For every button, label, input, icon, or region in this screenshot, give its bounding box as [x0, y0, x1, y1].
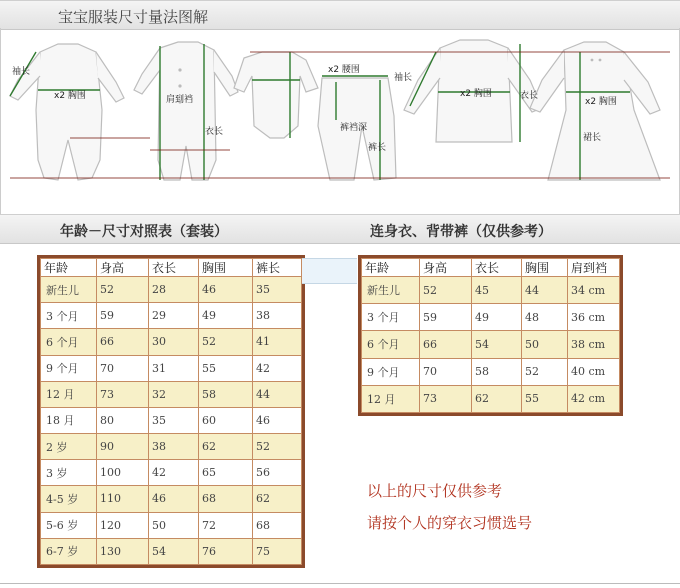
cell-value: 120	[97, 512, 149, 538]
col-header-age: 年龄	[41, 259, 97, 277]
col-header-length: 衣长	[472, 259, 522, 277]
cell-value: 100	[97, 460, 149, 486]
cell-value: 62	[199, 434, 253, 460]
cell-value: 56	[253, 460, 302, 486]
size-table-rompers-grid	[361, 258, 620, 413]
table-row	[41, 329, 302, 355]
cell-value: 48	[522, 304, 568, 331]
size-table-suits-grid	[40, 258, 302, 565]
cell-value: 52	[522, 358, 568, 385]
cell-age: 新生儿	[362, 277, 420, 304]
measure-title: 宝宝服装尺寸量法图解	[58, 8, 209, 26]
cell-value: 55	[522, 385, 568, 412]
cell-age: 新生儿	[41, 277, 97, 303]
cell-age: 12 月	[362, 385, 420, 412]
cell-value: 110	[97, 486, 149, 512]
cell-value: 62	[472, 385, 522, 412]
cell-value: 54	[149, 538, 199, 564]
cell-age: 9 个月	[41, 355, 97, 381]
cell-value: 44	[253, 381, 302, 407]
col-header-pants: 裤长	[253, 259, 302, 277]
cell-value: 58	[472, 358, 522, 385]
table-row	[41, 303, 302, 329]
cell-value: 42	[253, 355, 302, 381]
label-sleeve-2: 袖长	[394, 73, 413, 83]
cell-age: 6 个月	[41, 329, 97, 355]
cell-value: 42 cm	[568, 385, 620, 412]
table-row	[41, 460, 302, 486]
table2-title: 连身衣、背带裤（仅供参考）	[370, 224, 552, 240]
cell-value: 46	[253, 407, 302, 433]
label-shoulder-crotch: 肩到裆	[166, 95, 194, 105]
cell-value: 50	[522, 331, 568, 358]
table1-title: 年龄－尺寸对照表（套装）	[60, 224, 228, 240]
cell-age: 18 月	[41, 407, 97, 433]
table-row	[41, 355, 302, 381]
cell-age: 6 个月	[362, 331, 420, 358]
table-row	[41, 512, 302, 538]
cell-value: 73	[97, 381, 149, 407]
cell-value: 65	[199, 460, 253, 486]
cell-value: 38	[149, 434, 199, 460]
cell-value: 66	[97, 329, 149, 355]
cell-age: 3 岁	[41, 460, 97, 486]
measure-header-bar	[0, 0, 680, 30]
cell-value: 55	[199, 355, 253, 381]
cell-value: 35	[253, 277, 302, 303]
label-chest-3: x2 胸围	[585, 97, 617, 107]
cell-value: 49	[199, 303, 253, 329]
reference-note: 以上的尺寸仅供参考	[367, 482, 503, 500]
label-skirt-length: 裙长	[583, 133, 602, 143]
cell-age: 4-5 岁	[41, 486, 97, 512]
table-row	[41, 381, 302, 407]
cell-value: 52	[97, 277, 149, 303]
cell-value: 28	[149, 277, 199, 303]
table-row	[41, 407, 302, 433]
cell-value: 52	[253, 434, 302, 460]
table-row	[362, 358, 620, 385]
cell-age: 12 月	[41, 381, 97, 407]
cell-value: 44	[522, 277, 568, 304]
cell-age: 9 个月	[362, 358, 420, 385]
cell-value: 45	[472, 277, 522, 304]
cell-value: 31	[149, 355, 199, 381]
table-row	[362, 331, 620, 358]
cell-value: 38 cm	[568, 331, 620, 358]
cell-age: 3 个月	[362, 304, 420, 331]
cell-value: 52	[420, 277, 472, 304]
cell-value: 80	[97, 407, 149, 433]
cell-value: 41	[253, 329, 302, 355]
cell-value: 49	[472, 304, 522, 331]
size-table-rompers	[358, 255, 623, 416]
cell-value: 36 cm	[568, 304, 620, 331]
cell-value: 90	[97, 434, 149, 460]
bottom-divider	[0, 583, 680, 584]
cell-value: 70	[97, 355, 149, 381]
cell-value: 75	[253, 538, 302, 564]
label-waist: x2 腰围	[328, 65, 360, 75]
col-header-age: 年龄	[362, 259, 420, 277]
table-connector-strip	[302, 258, 357, 284]
cell-age: 2 岁	[41, 434, 97, 460]
measurement-diagram	[0, 30, 680, 212]
table-header-row	[41, 259, 302, 277]
cell-value: 30	[149, 329, 199, 355]
cell-value: 70	[420, 358, 472, 385]
cell-value: 58	[199, 381, 253, 407]
cell-value: 62	[253, 486, 302, 512]
cell-value: 59	[420, 304, 472, 331]
table-row	[41, 538, 302, 564]
cell-value: 66	[420, 331, 472, 358]
col-header-chest: 胸围	[522, 259, 568, 277]
cell-value: 50	[149, 512, 199, 538]
cell-value: 42	[149, 460, 199, 486]
table-row	[41, 434, 302, 460]
cell-value: 76	[199, 538, 253, 564]
cell-value: 59	[97, 303, 149, 329]
cell-value: 32	[149, 381, 199, 407]
col-header-chest: 胸围	[199, 259, 253, 277]
cell-age: 5-6 岁	[41, 512, 97, 538]
cell-value: 52	[199, 329, 253, 355]
col-header-height: 身高	[97, 259, 149, 277]
cell-value: 38	[253, 303, 302, 329]
label-length: 衣长	[205, 127, 224, 137]
label-length-2: 衣长	[520, 91, 539, 101]
table-row	[41, 486, 302, 512]
cell-value: 130	[97, 538, 149, 564]
cell-value: 29	[149, 303, 199, 329]
col-header-shoulder-crotch: 肩到裆	[568, 259, 620, 277]
table-row	[41, 277, 302, 303]
table-row	[362, 304, 620, 331]
col-header-height: 身高	[420, 259, 472, 277]
cell-value: 54	[472, 331, 522, 358]
cell-value: 68	[253, 512, 302, 538]
label-crotch-depth: 裤裆深	[340, 123, 368, 133]
tables-header-bar	[0, 214, 680, 244]
cell-value: 46	[199, 277, 253, 303]
cell-value: 40 cm	[568, 358, 620, 385]
label-sleeve: 袖长	[12, 67, 31, 77]
label-chest-2: x2 胸围	[460, 89, 492, 99]
col-header-length: 衣长	[149, 259, 199, 277]
size-table-suits	[37, 255, 305, 568]
label-pants-length: 裤长	[368, 143, 387, 153]
cell-value: 68	[199, 486, 253, 512]
cell-age: 3 个月	[41, 303, 97, 329]
sizing-advice-note: 请按个人的穿衣习惯选号	[367, 514, 533, 532]
cell-value: 60	[199, 407, 253, 433]
cell-age: 6-7 岁	[41, 538, 97, 564]
cell-value: 72	[199, 512, 253, 538]
table-row	[362, 277, 620, 304]
cell-value: 35	[149, 407, 199, 433]
table-row	[362, 385, 620, 412]
label-chest: x2 胸围	[54, 91, 86, 101]
cell-value: 73	[420, 385, 472, 412]
cell-value: 46	[149, 486, 199, 512]
table-header-row	[362, 259, 620, 277]
cell-value: 34 cm	[568, 277, 620, 304]
